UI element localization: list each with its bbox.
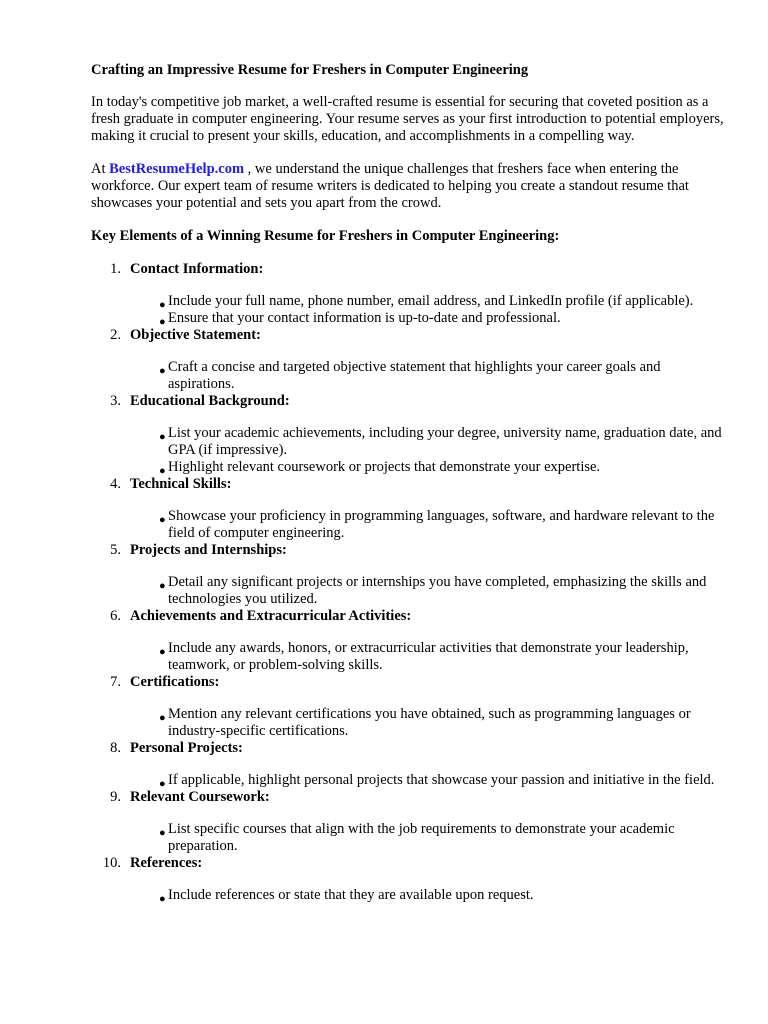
bullet-item (130, 310, 727, 327)
list-item (91, 674, 727, 740)
list-item-number: 4. (110, 476, 121, 492)
list-item-number: 7. (110, 674, 121, 690)
bullet-text: Craft a concise and targeted objective statement that highlights your career goals and aspirations. (168, 359, 661, 392)
list-item (91, 261, 727, 327)
list-item (91, 476, 727, 542)
bullet-dot-icon: ● (159, 646, 166, 658)
list-item-title: Projects and Internships: (130, 542, 287, 558)
bullet-dot-icon: ● (159, 893, 166, 905)
list-item-number: 1. (110, 261, 121, 277)
list-item (91, 789, 727, 855)
bullet-item (130, 425, 727, 459)
bullet-item (130, 574, 727, 608)
bullet-item (130, 887, 727, 904)
bullet-item (130, 821, 727, 855)
intro-paragraph: In today's competitive job market, a well-crafted resume is essential for securing that coveted position as a fresh graduate in computer engineering. Your resume serves as your first introduction to potential employers, making it crucial to present your skills, education, and accomplishments in a compelling way. (91, 94, 724, 144)
document-title: Crafting an Impressive Resume for Freshers in Computer Engineering (91, 62, 529, 78)
list-item-number: 6. (110, 608, 121, 624)
list-item-number: 8. (110, 740, 121, 756)
best-resume-help-link[interactable]: BestResumeHelp.com (109, 161, 245, 177)
bullet-text: Ensure that your contact information is up-to-date and professional. (168, 310, 561, 326)
bullet-list (130, 772, 727, 789)
bullet-dot-icon: ● (159, 365, 166, 377)
company-paragraph (91, 161, 727, 212)
bullet-list (130, 887, 727, 904)
bullet-text: Showcase your proficiency in programming languages, software, and hardware relevant to the field of computer engineering. (168, 508, 715, 541)
bullet-text: Mention any relevant certifications you have obtained, such as programming languages or industry-specific certifications. (168, 706, 691, 739)
bullet-list (130, 821, 727, 855)
list-item-number: 5. (110, 542, 121, 558)
bullet-text: If applicable, highlight personal projects that showcase your passion and initiative in the field. (168, 772, 715, 788)
list-item-title: Contact Information: (130, 261, 264, 277)
list-item (91, 542, 727, 608)
bullet-item (130, 640, 727, 674)
bullet-text: Include any awards, honors, or extracurricular activities that demonstrate your leadership, teamwork, or problem-solving skills. (168, 640, 689, 673)
company-paragraph-suffix: , we understand the unique challenges that freshers face when entering the workforce. Our expert team of resume writers is dedicated to helping you create a standout resume that showcases your potential and sets you apart from the crowd. (91, 161, 689, 211)
key-elements-heading: Key Elements of a Winning Resume for Freshers in Computer Engineering: (91, 228, 560, 244)
list-item-title: Personal Projects: (130, 740, 243, 756)
document-page (91, 62, 727, 904)
bullet-dot-icon: ● (159, 316, 166, 328)
list-item-title: Technical Skills: (130, 476, 232, 492)
bullet-list (130, 574, 727, 608)
bullet-list (130, 293, 727, 327)
bullet-text: Detail any significant projects or internships you have completed, emphasizing the skills and technologies you utilized. (168, 574, 707, 607)
list-item (91, 327, 727, 393)
bullet-text: List specific courses that align with the job requirements to demonstrate your academic preparation. (168, 821, 675, 854)
bullet-list (130, 359, 727, 393)
bullet-list (130, 640, 727, 674)
bullet-dot-icon: ● (159, 778, 166, 790)
bullet-item (130, 459, 727, 476)
bullet-text: Include your full name, phone number, email address, and LinkedIn profile (if applicable). (168, 293, 694, 309)
list-item-number: 2. (110, 327, 121, 343)
company-paragraph-prefix: At (91, 161, 110, 177)
bullet-dot-icon: ● (159, 514, 166, 526)
list-item-number: 3. (110, 393, 121, 409)
list-item-title: Objective Statement: (130, 327, 261, 343)
bullet-dot-icon: ● (159, 580, 166, 592)
list-item-number: 9. (110, 789, 121, 805)
bullet-list (130, 425, 727, 476)
list-item-title: Certifications: (130, 674, 220, 690)
bullet-list (130, 508, 727, 542)
bullet-item (130, 293, 727, 310)
bullet-dot-icon: ● (159, 299, 166, 311)
list-item (91, 855, 727, 904)
bullet-text: Include references or state that they are available upon request. (168, 887, 534, 903)
key-elements-list (91, 261, 727, 904)
list-item (91, 740, 727, 789)
bullet-dot-icon: ● (159, 465, 166, 477)
list-item-title: Relevant Coursework: (130, 789, 270, 805)
list-item (91, 393, 727, 476)
bullet-item (130, 359, 727, 393)
list-item-number: 10. (102, 855, 121, 871)
list-item-title: Achievements and Extracurricular Activities: (130, 608, 412, 624)
list-item-title: References: (130, 855, 203, 871)
bullet-list (130, 706, 727, 740)
bullet-item (130, 706, 727, 740)
bullet-dot-icon: ● (159, 431, 166, 443)
bullet-dot-icon: ● (159, 827, 166, 839)
bullet-item (130, 772, 727, 789)
bullet-text: List your academic achievements, including your degree, university name, graduation date, and GPA (if impressive). (168, 425, 722, 458)
bullet-item (130, 508, 727, 542)
bullet-dot-icon: ● (159, 712, 166, 724)
bullet-text: Highlight relevant coursework or projects that demonstrate your expertise. (168, 459, 601, 475)
list-item (91, 608, 727, 674)
list-item-title: Educational Background: (130, 393, 290, 409)
